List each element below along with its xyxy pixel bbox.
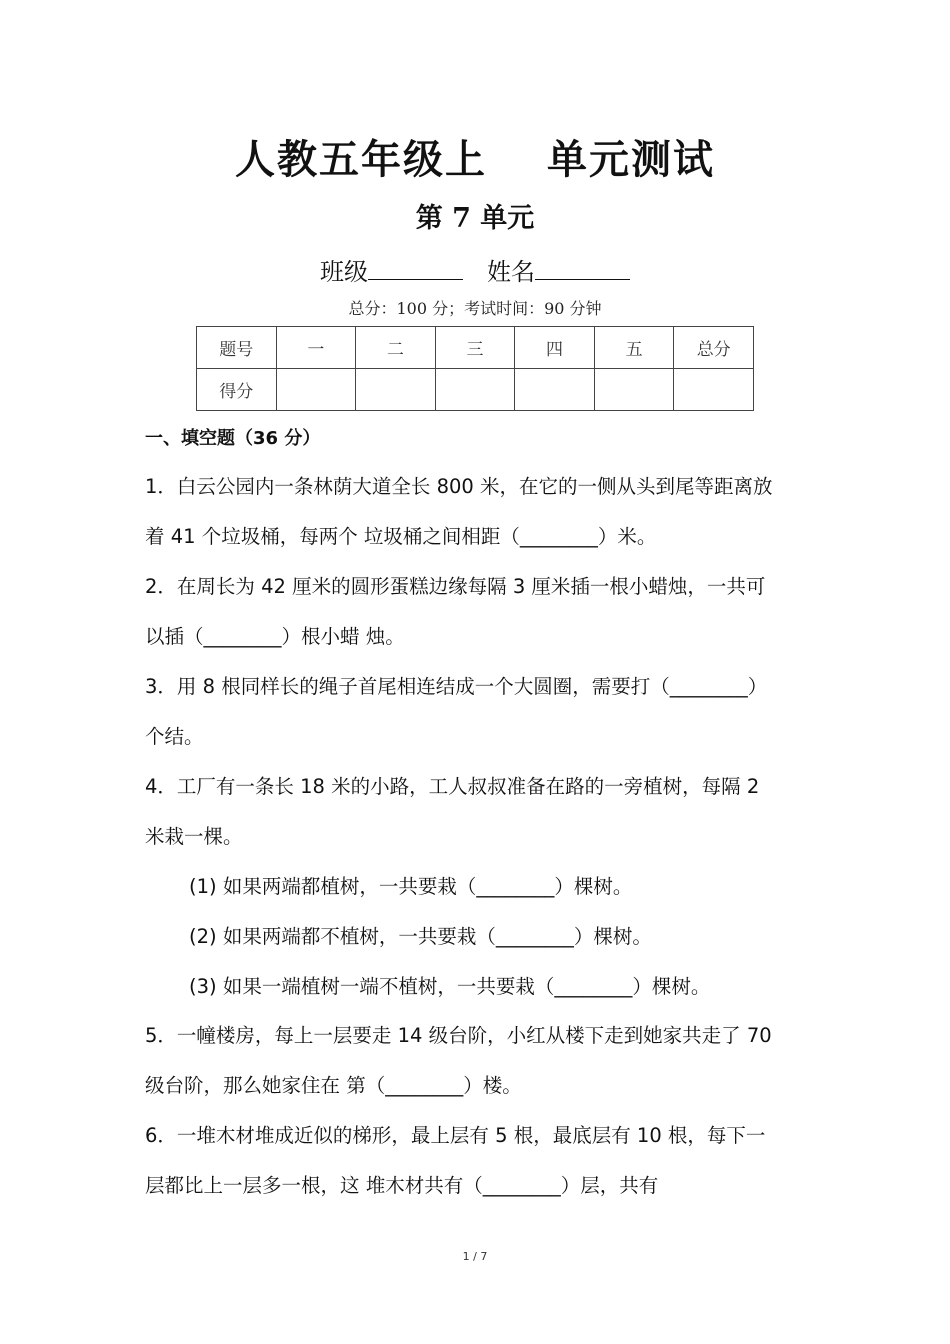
score-table	[196, 326, 754, 411]
header-cell: 二	[356, 327, 436, 369]
class-label: 班级	[320, 258, 368, 286]
question-line: 个结。	[145, 725, 204, 748]
header-cell: 总分	[674, 327, 754, 369]
header-cell: 题号	[197, 327, 277, 369]
question-line: 着 41 个垃圾桶，每两个 垃圾桶之间相距（________）米。	[145, 525, 657, 548]
score-cell[interactable]	[276, 369, 356, 411]
header-cell: 三	[435, 327, 515, 369]
score-cell[interactable]	[594, 369, 674, 411]
question-line: 2．在周长为 42 厘米的圆形蛋糕边缘每隔 3 厘米插一根小蜡烛，一共可	[145, 575, 766, 598]
score-table-header-row	[197, 327, 754, 369]
question-line: 3．用 8 根同样长的绳子首尾相连结成一个大圆圈，需要打（________）	[145, 675, 768, 698]
score-cell[interactable]	[435, 369, 515, 411]
score-cell[interactable]	[515, 369, 595, 411]
page-title	[0, 128, 950, 185]
header-cell: 一	[276, 327, 356, 369]
sub-question-line: (3) 如果一端植树一端不植树，一共要栽（________）棵树。	[189, 975, 711, 998]
score-cell[interactable]	[356, 369, 436, 411]
question-line: 米栽一棵。	[145, 825, 243, 848]
header-cell: 四	[515, 327, 595, 369]
question-line: 6．一堆木材堆成近似的梯形，最上层有 5 根，最底层有 10 根，每下一	[145, 1124, 766, 1147]
title-grade: 人教五年级上	[235, 137, 487, 183]
sub-question-line: (1) 如果两端都植树，一共要栽（________）棵树。	[189, 875, 633, 898]
question-line: 4．工厂有一条长 18 米的小路，工人叔叔准备在路的一旁植树，每隔 2	[145, 775, 760, 798]
score-cell[interactable]	[674, 369, 754, 411]
question-line: 以插（________）根小蜡 烛。	[145, 625, 405, 648]
page-number: 1 / 7	[462, 1250, 488, 1263]
sub-question-line: (2) 如果两端都不植树，一共要栽（________）棵树。	[189, 925, 652, 948]
name-field[interactable]	[535, 257, 630, 280]
question-line: 层都比上一层多一根，这 堆木材共有（________）层，共有	[145, 1174, 659, 1197]
question-line: 级台阶，那么她家住在 第（________）楼。	[145, 1074, 522, 1097]
class-field[interactable]	[368, 257, 463, 280]
question-line: 1．白云公园内一条林荫大道全长 800 米，在它的一侧从头到尾等距离放	[145, 475, 773, 498]
question-line: 5．一幢楼房，每上一层要走 14 级台阶，小红从楼下走到她家共走了 70	[145, 1024, 772, 1047]
header-cell: 五	[594, 327, 674, 369]
section-heading: 一、填空题（36 分）	[145, 428, 321, 449]
student-info	[0, 252, 950, 287]
unit-subtitle: 第 7 单元	[415, 203, 535, 234]
title-test: 单元测试	[547, 137, 715, 183]
name-label: 姓名	[487, 258, 535, 286]
exam-info: 总分：100 分；考试时间：90 分钟	[348, 299, 602, 318]
row-label-cell: 得分	[197, 369, 277, 411]
score-table-score-row	[197, 369, 754, 411]
